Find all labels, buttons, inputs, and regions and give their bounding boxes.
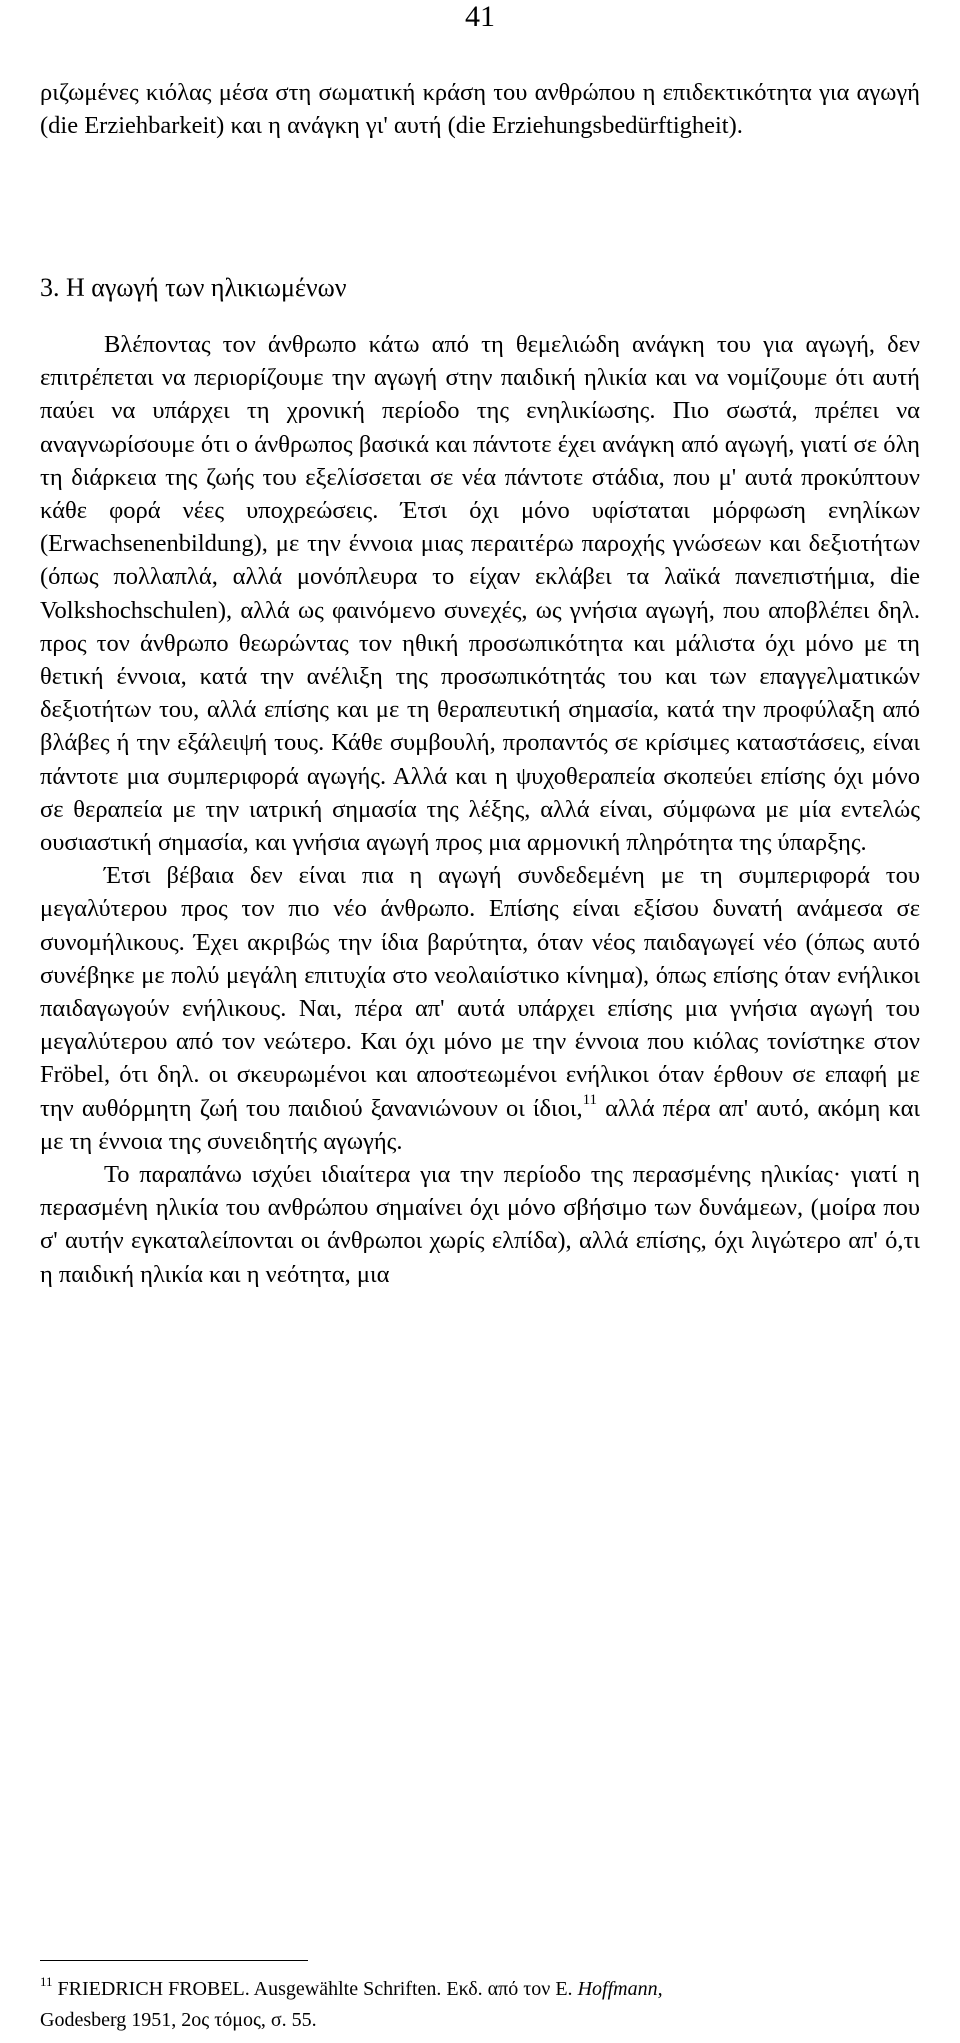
paragraph-1: Βλέποντας τον άνθρωπο κάτω από τη θεμελιώδη ανάγκη του για αγωγή, δεν επιτρέπεται να περιορίζουμε την αγωγή στην παιδική ηλικία και να νομίζουμε ότι αυτή παύει να υπάρχει τη χρονική περίοδο της ενηλικίωσης. Πιο σωστά, πρέπει να αναγνωρίσουμε ότι ο άνθρωπος βασικά και πάντοτε έχει ανάγκη από αγωγή, γιατί σε όλη τη διάρκεια της ζωής του εξελίσσεται σε νέα πάντοτε στάδια, που μ' αυτά προκύπτουν κάθε φορά νέες υποχρεώσεις. Έτσι όχι μόνο υφίσταται μόρφωση ενηλίκων (Erwachsenenbildung), με την έννοια μιας περαιτέρω παροχής γνώσεων και δεξιοτήτων (όπως πολλαπλά, αλλά μονόπλευρα το είχαν εκλάβει τα λαϊκά πανεπιστήμια, die Volkshochschulen), αλλά ως φαινόμενο συνεχές, ως γνήσια αγωγή, που αποβλέπει δηλ. προς τον άνθρωπο θεωρώντας τον ηθική προσωπικότητα και μάλιστα όχι μόνο με τη θετική έννοια, κατά την ανέλιξη της προσωπικότητάς του και των επαγγελματικών δεξιοτήτων του, αλλά επίσης και με τη θεραπευτική σημασία, κατά την προφύλαξη από βλάβες ή την εξάλειψή τους. Κάθε συμβουλή, προπαντός σε κρίσιμες καταστάσεις, είναι πάντοτε μια συμπεριφορά αγωγής. Αλλά και η ψυχοθεραπεία σκοπεύει επίσης όχι μόνο σε θεραπεία με την ιατρική σημασία της λέξης, αλλά είναι, σύμφωνα με μία εντελώς ουσιαστική σημασία, και γνήσια αγωγή προς μια αρμονική πληρότητα της ύπαρξης.: [40, 331, 920, 857]
footnote-marker: 11: [40, 1974, 53, 1989]
paragraph-3: Το παραπάνω ισχύει ιδιαίτερα για την περίοδο της περασμένης ηλικίας· γιατί η περασμένη ηλικία του ανθρώπου σημαίνει όχι μόνο σβήσιμο των δυνάμεων, (μοίρα που σ' αυτήν εγκαταλείπονται οι άνθρωποι χωρίς ελπίδα), αλλά επίσης, όχι λιγώτερο απ' ό,τι η παιδική ηλικία και η νεότητα, μια: [40, 1161, 920, 1288]
page-number: 41: [465, 0, 495, 33]
footnote-editor-initial: E.: [555, 1978, 573, 2000]
opening-paragraph-block: [40, 76, 920, 142]
footnote-publication: Godesberg 1951, 2ος τόμος, σ. 55.: [40, 2009, 317, 2031]
footnote: [40, 1974, 920, 2036]
footnote-separator: [40, 1960, 308, 1961]
section-heading: 3. Η αγωγή των ηλικιωμένων: [40, 273, 347, 302]
footnote-editor-name: Hoffmann,: [577, 1978, 663, 2000]
footnote-reference: 11: [582, 1091, 598, 1108]
footnote-text: FRIEDRICH FROBEL. Ausgewählte Schriften. Εκδ. από τον: [57, 1978, 551, 2000]
paragraph-2: [40, 859, 920, 1158]
paragraph-2-text: Έτσι βέβαια δεν είναι πια η αγωγή συνδεδεμένη με τη συμπεριφορά του μεγαλύτερου προς τον πιο νέο άνθρωπο. Επίσης είναι εξίσου δυνατή ανάμεσα σε συνομήλικους. Έχει ακριβώς την ίδια βαρύτητα, όταν νέος παιδαγωγεί νέο (όπως αυτό συνέβηκε με πολύ μεγάλη επιτυχία στο νεολαιίστικο κίνημα), όπως επίσης όταν ενήλικοι παιδαγωγούν ενήλικους. Ναι, πέρα απ' αυτά υπάρχει επίσης μια γνήσια αγωγή του μεγαλύτερου από τον νεώτερο. Και όχι μόνο με την έννοια που κιόλας τονίστηκε στον Fröbel, ότι δηλ. οι σκευρωμένοι και αποστεωμένοι ενήλικοι όταν έρθουν σε επαφή με την αυθόρμητη ζωή του παιδιού ξαναν​ιώνουν οι ίδιοι,: [40, 862, 920, 1122]
paragraph-2-continuation: αλλά πέρα απ' αυτό, ακόμη και με τη έννοια της συνειδητής αγωγής.: [40, 1094, 921, 1155]
opening-paragraph: ριζωμένες κιόλας μέσα στη σωματική κράση του ανθρώπου η επιδεκτικότητα για αγωγή (die Erziehbarkeit) και η ανάγκη γι' αυτή (die Erziehungsbedürftigheit).: [40, 79, 920, 140]
body-text: [40, 328, 920, 1291]
